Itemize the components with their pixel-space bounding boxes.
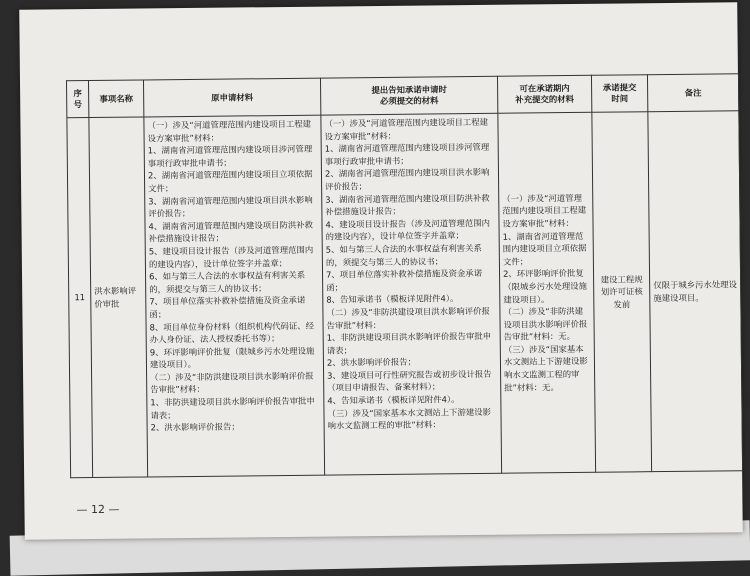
header-commit-materials [320,76,497,115]
original-line: 8、项目单位身份材料（组织机构代码证、经办人身份证、法人授权委托书等）； [149,320,315,345]
later-line: 2、环评影响评价批复（限城乡污水处理设施建设项目）。 [502,268,587,305]
commit-line: 1、湖南省河道管理范围内建设项目涉河管理事项行政审批申请书； [324,142,490,167]
commit-line: （一）涉及“河道管理范围内建设项目工程建设方案审批”材料： [324,116,488,142]
header-later-materials [497,75,591,113]
commit-line: 3、湖南省河道管理范围内建设项目防洪补救补偿措施设计报告； [325,192,490,217]
original-line: 6、如与第三人合法的水事权益有利害关系的，须提交与第三人的协议书； [148,269,306,295]
document-page [19,2,743,539]
later-materials-cell [498,112,596,473]
header-commit-line1: 提出告知承诺申请时 [371,84,447,96]
header-time-line1: 承诺提交 [602,82,637,93]
later-line: （一）涉及“河道管理范围内建设项目工程建设方案审批”材料： [502,192,587,229]
original-line: 4、湖南省河道管理范围内建设项目防洪补救补偿措施设计报告； [148,219,314,244]
header-commit-line2: 必须提交的材料 [379,95,439,107]
header-item: 事项名称 [88,80,143,118]
commit-line: 7、项目单位落实补救补偿措施及资金承诺函； [325,268,483,293]
header-no: 序号 [66,81,88,118]
header-later-line2: 补充提交的材料 [515,93,575,105]
later-line: （三）涉及“国家基本水文测站上下游建设影响水文监测工程的审批”材料：无。 [503,343,588,393]
original-line: （二）涉及“非防洪建设项目洪水影响评价报告审批”材料： [150,370,314,395]
original-line: 1、非防洪建设项目洪水影响评价报告审批申请表； [150,395,315,421]
commit-line: 5、如与第三人合法的水事权益有利害关系的，须提交与第三人的协议书； [325,242,482,268]
commit-time-cell: 建设工程规划许可证核发前 [592,112,652,473]
later-line: （二）涉及“非防洪建设项目洪水影响评价报告审批”材料：无。 [503,305,588,342]
commit-line: 2、湖南省河道管理范围内建设项目洪水影响评价报告； [324,167,490,192]
header-commit-time [591,75,647,113]
row-item-name: 洪水影响评价审批 [89,117,148,478]
table-row [67,111,743,478]
remark-cell: 仅限于城乡污水处理设施建设项目。 [648,111,743,472]
commitment-table [66,73,743,478]
header-later-line1: 可在承诺期内 [519,83,570,94]
commit-line: 4、告知承诺书（模板详见附件4）。 [327,394,460,406]
original-materials-cell [144,115,325,477]
header-remark: 备注 [647,74,738,112]
commit-line: （三）涉及“国家基本水文测站上下游建设影响水文监测工程的审批”材料： [327,406,491,431]
commit-line: 1、非防洪建设项目洪水影响评价报告审批申请表； [326,330,492,356]
row-number: 11 [67,118,93,478]
commit-line: 8、告知承诺书（模板详见附件4）。 [326,293,459,305]
original-line: 1、湖南省河道管理范围内建设项目涉河管理事项行政审批申请书； [147,143,313,169]
original-line: 5、建设项目设计报告（涉及河道管理范围内的建设内容），设计单位签字并盖章； [148,244,314,269]
later-line: 1、湖南省河道管理范围内建设项目立项依据文件； [502,230,587,267]
commit-materials-cell [321,113,502,475]
original-line: 2、洪水影响评价报告； [150,421,240,433]
original-line: （一）涉及“河道管理范围内建设项目工程建设方案审批”材料： [147,118,311,144]
original-line: 9、环评影响评价批复（限城乡污水处理设施建设项目）。 [149,345,315,370]
original-line: 3、湖南省河道管理范围内建设项目洪水影响评价报告； [148,194,313,219]
commit-line: 2、洪水影响评价报告； [326,356,417,368]
commit-line: 3、建设项目可行性研究报告或初步设计报告（项目申请报告、备案材料）； [327,368,492,394]
original-line: 2、湖南省河道管理范围内建设项目立项依据文件； [147,169,313,194]
original-line: 7、项目单位落实补救补偿措施及资金承诺函； [149,295,306,320]
page-number: — 12 — [76,502,120,517]
header-time-line2: 时间 [611,93,629,104]
header-original-materials: 原申请材料 [143,78,320,117]
commit-line: （二）涉及“非防洪建设项目洪水影响评价报告审批”材料： [326,305,490,331]
commit-line: 4、建设项目设计报告（涉及河道管理范围内的建设内容），设计单位签字并盖章； [325,217,491,242]
